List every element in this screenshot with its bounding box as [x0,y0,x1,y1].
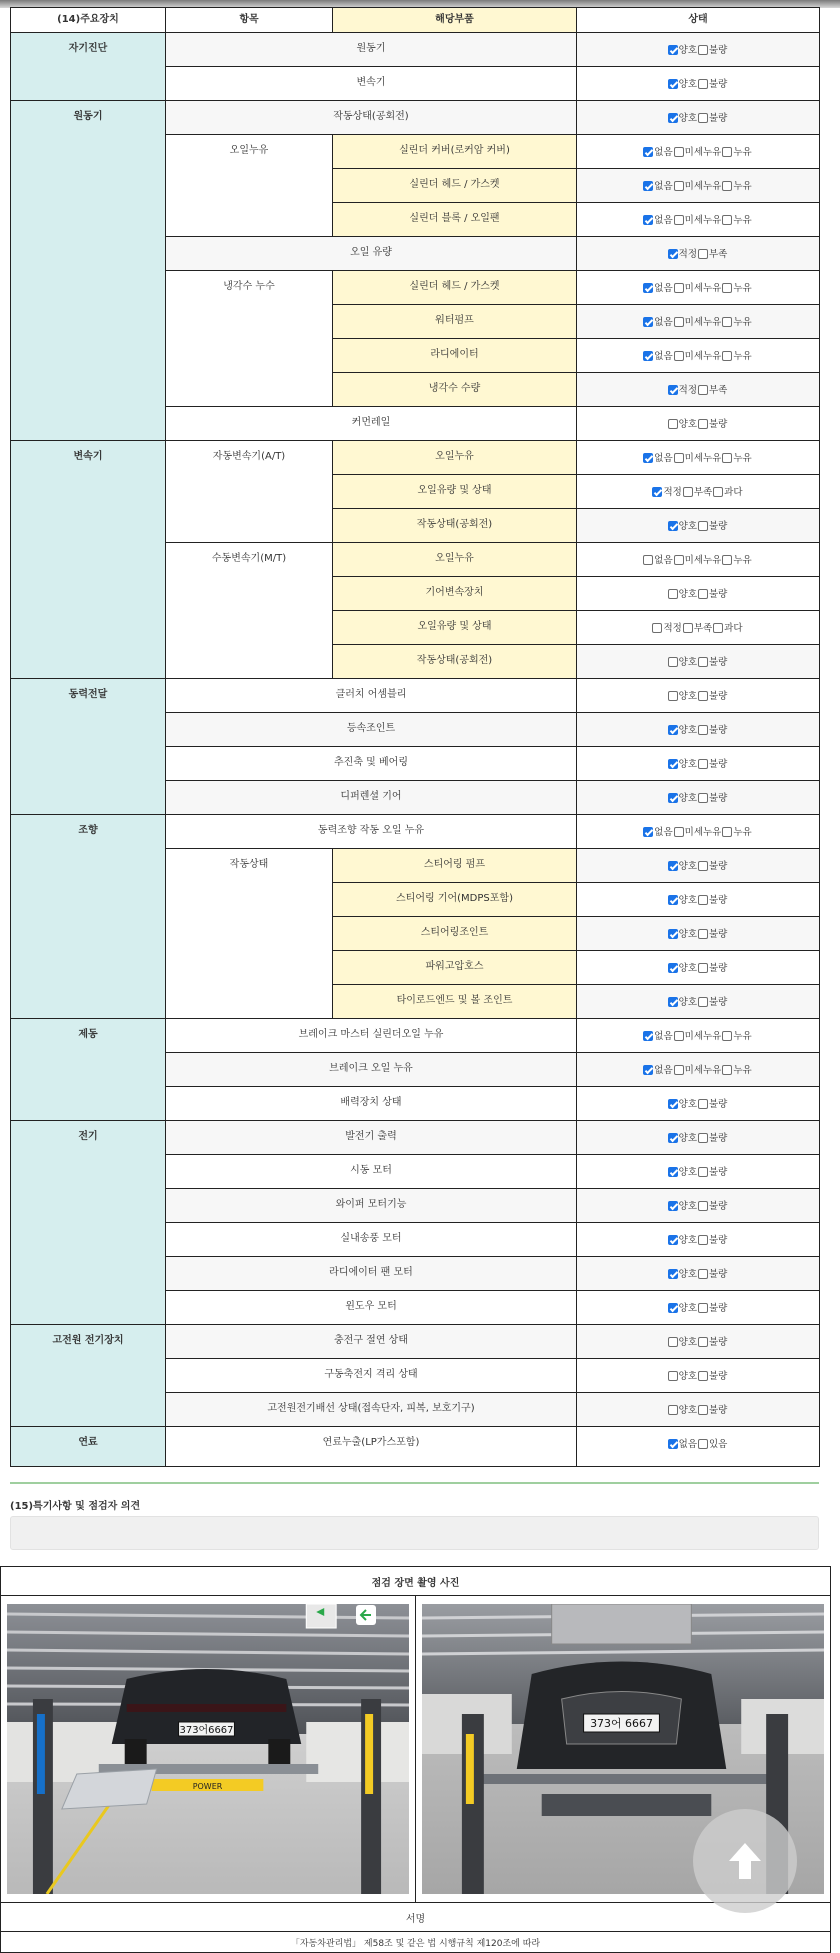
part-label: 오일유량 및 상태 [333,611,577,645]
empty-box-icon[interactable] [722,555,732,565]
header-main-device: (14)주요장치 [11,8,166,33]
empty-box-icon[interactable] [683,623,693,633]
item-label: 발전기 출력 [166,1121,577,1155]
status-cell: 양호 불량 [577,67,820,101]
status-cell: 없음 미세누유 누유 [577,815,820,849]
table-row [11,101,820,135]
status-cell: 양호 불량 [577,951,820,985]
empty-box-icon[interactable] [698,1201,708,1211]
item-label: 클러치 어셈블리 [166,679,577,713]
checked-box-icon[interactable] [643,827,653,837]
checked-box-icon[interactable] [668,1167,678,1177]
empty-box-icon[interactable] [698,1269,708,1279]
checked-box-icon[interactable] [668,1201,678,1211]
item-label: 연료누출(LP가스포함) [166,1427,577,1467]
table-row [11,1121,820,1155]
category-self-diagnosis: 자기진단 [11,33,166,101]
empty-box-icon[interactable] [698,79,708,89]
table-row [11,1019,820,1053]
subgroup-coolant-leak: 냉각수 누수 [166,271,333,407]
checked-box-icon[interactable] [668,113,678,123]
header-item: 항목 [166,8,333,33]
item-label: 윈도우 모터 [166,1291,577,1325]
status-cell: 양호 불량 [577,1393,820,1427]
status-cell: 양호 불량 [577,1291,820,1325]
item-label: 등속조인트 [166,713,577,747]
category-engine: 원동기 [11,101,166,441]
empty-box-icon[interactable] [674,283,684,293]
status-cell: 양호 불량 [577,101,820,135]
checked-box-icon[interactable] [668,895,678,905]
subgroup-mt: 수동변속기(M/T) [166,543,333,679]
empty-box-icon[interactable] [652,623,662,633]
photo-section-title: 점검 장면 촬영 사진 [1,1567,831,1596]
part-label: 냉각수 수량 [333,373,577,407]
header-status: 상태 [577,8,820,33]
item-label: 라디에이터 팬 모터 [166,1257,577,1291]
checked-box-icon[interactable] [668,1269,678,1279]
checked-box-icon[interactable] [643,1065,653,1075]
photo-cell-rear [1,1596,416,1903]
empty-box-icon[interactable] [698,759,708,769]
empty-box-icon[interactable] [722,215,732,225]
arrow-up-icon [721,1837,769,1885]
empty-box-icon[interactable] [674,453,684,463]
table-row [11,1427,820,1467]
status-cell: 양호 불량 [577,33,820,67]
checked-box-icon[interactable] [643,283,653,293]
empty-box-icon[interactable] [722,317,732,327]
empty-box-icon[interactable] [698,1439,708,1449]
empty-box-icon[interactable] [722,827,732,837]
item-label: 작동상태(공회전) [166,101,577,135]
empty-box-icon[interactable] [668,657,678,667]
item-label: 배력장치 상태 [166,1087,577,1121]
item-label: 커먼레일 [166,407,577,441]
front-plate-text: 373어 6667 [590,1716,653,1731]
empty-box-icon[interactable] [674,555,684,565]
status-cell: 적정 부족 [577,237,820,271]
status-cell: 양호 불량 [577,883,820,917]
empty-box-icon[interactable] [698,113,708,123]
checked-box-icon[interactable] [668,997,678,1007]
checked-box-icon[interactable] [668,793,678,803]
category-electric: 전기 [11,1121,166,1325]
empty-box-icon[interactable] [698,1371,708,1381]
empty-box-icon[interactable] [698,521,708,531]
part-label: 타이로드엔드 및 볼 조인트 [333,985,577,1019]
empty-box-icon[interactable] [698,1099,708,1109]
category-power-transmission: 동력전달 [11,679,166,815]
checked-box-icon[interactable] [668,521,678,531]
item-label: 시동 모터 [166,1155,577,1189]
status-cell: 양호 불량 [577,781,820,815]
empty-box-icon[interactable] [674,1065,684,1075]
empty-box-icon[interactable] [698,963,708,973]
status-cell: 없음 미세누유 누유 [577,169,820,203]
rear-plate-text: 373어6667 [179,1724,234,1737]
checked-box-icon[interactable] [668,725,678,735]
empty-box-icon[interactable] [698,1167,708,1177]
empty-box-icon[interactable] [713,623,723,633]
table-row [11,815,820,849]
part-label: 작동상태(공회전) [333,645,577,679]
status-cell: 양호 불량 [577,1359,820,1393]
empty-box-icon[interactable] [722,283,732,293]
checked-box-icon[interactable] [643,215,653,225]
empty-box-icon[interactable] [698,1405,708,1415]
part-label: 작동상태(공회전) [333,509,577,543]
status-cell: 양호 불량 [577,985,820,1019]
checked-box-icon[interactable] [668,1099,678,1109]
empty-box-icon[interactable] [698,45,708,55]
empty-box-icon[interactable] [722,1031,732,1041]
checked-box-icon[interactable] [668,79,678,89]
status-cell: 양호 불량 [577,1325,820,1359]
subgroup-steer-operation: 작동상태 [166,849,333,1019]
item-label: 변속기 [166,67,577,101]
scroll-to-top-button[interactable] [693,1809,797,1913]
status-cell: 없음 미세누유 누유 [577,441,820,475]
checked-box-icon[interactable] [668,1133,678,1143]
empty-box-icon[interactable] [643,555,653,565]
subgroup-at: 자동변속기(A/T) [166,441,333,543]
status-cell: 없음 미세누유 누유 [577,203,820,237]
checked-box-icon[interactable] [668,929,678,939]
status-cell: 없음 미세누유 누유 [577,543,820,577]
part-label: 실린더 헤드 / 가스켓 [333,271,577,305]
status-cell: 양호 불량 [577,747,820,781]
empty-box-icon[interactable] [674,317,684,327]
part-label: 오일유량 및 상태 [333,475,577,509]
empty-box-icon[interactable] [674,181,684,191]
part-label: 워터펌프 [333,305,577,339]
part-label: 실린더 커버(로커암 커버) [333,135,577,169]
empty-box-icon[interactable] [698,1303,708,1313]
status-cell: 없음 미세누유 누유 [577,1019,820,1053]
remarks-field[interactable] [10,1516,819,1550]
category-brake: 제동 [11,1019,166,1121]
rear-photo-graphic [7,1604,409,1894]
empty-box-icon[interactable] [722,147,732,157]
category-fuel: 연료 [11,1427,166,1467]
status-cell: 양호 불량 [577,509,820,543]
part-label: 실린더 블록 / 오일팬 [333,203,577,237]
section-divider [10,1482,819,1484]
empty-box-icon[interactable] [722,453,732,463]
status-cell: 적정 부족 과다 [577,611,820,645]
empty-box-icon[interactable] [698,589,708,599]
status-cell: 없음 미세누유 누유 [577,305,820,339]
checked-box-icon[interactable] [668,963,678,973]
item-label: 동력조향 작동 오일 누유 [166,815,577,849]
empty-box-icon[interactable] [698,1235,708,1245]
status-cell: 양호 불량 [577,1087,820,1121]
status-cell: 양호 불량 [577,1121,820,1155]
empty-box-icon[interactable] [698,691,708,701]
status-cell: 적정 부족 [577,373,820,407]
empty-box-icon[interactable] [674,147,684,157]
empty-box-icon[interactable] [698,249,708,259]
item-label: 원동기 [166,33,577,67]
item-label: 충전구 절연 상태 [166,1325,577,1359]
part-label: 실린더 헤드 / 가스켓 [333,169,577,203]
empty-box-icon[interactable] [713,487,723,497]
item-label: 추진축 및 베어링 [166,747,577,781]
checked-box-icon[interactable] [668,1303,678,1313]
empty-box-icon[interactable] [668,1405,678,1415]
empty-box-icon[interactable] [722,351,732,361]
status-cell: 양호 불량 [577,1189,820,1223]
empty-box-icon[interactable] [674,1031,684,1041]
empty-box-icon[interactable] [698,1133,708,1143]
inspection-table [10,7,820,1467]
status-cell: 없음 미세누유 누유 [577,339,820,373]
item-label: 구동축전지 격리 상태 [166,1359,577,1393]
category-steering: 조향 [11,815,166,1019]
category-high-voltage: 고전원 전기장치 [11,1325,166,1427]
part-label: 스티어링 펌프 [333,849,577,883]
empty-box-icon[interactable] [668,691,678,701]
table-row [11,1325,820,1359]
status-cell: 양호 불량 [577,713,820,747]
status-cell: 적정 부족 과다 [577,475,820,509]
status-cell: 양호 불량 [577,407,820,441]
status-cell: 양호 불량 [577,679,820,713]
law-reference-text: 「자동차관리법」 제58조 및 같은 법 시행규칙 제120조에 따라 [1,1932,831,1953]
status-cell: 없음 미세누유 누유 [577,271,820,305]
item-label: 브레이크 마스터 실린더오일 누유 [166,1019,577,1053]
empty-box-icon[interactable] [668,1337,678,1347]
part-label: 스티어링조인트 [333,917,577,951]
empty-box-icon[interactable] [698,657,708,667]
empty-box-icon[interactable] [698,929,708,939]
status-cell: 양호 불량 [577,849,820,883]
status-cell: 양호 불량 [577,1223,820,1257]
item-label: 와이퍼 모터기능 [166,1189,577,1223]
status-cell: 없음 있음 [577,1427,820,1467]
part-label: 파워고압호스 [333,951,577,985]
checked-box-icon[interactable] [668,759,678,769]
checked-box-icon[interactable] [643,1031,653,1041]
empty-box-icon[interactable] [668,419,678,429]
item-label: 오일 유량 [166,237,577,271]
checked-box-icon[interactable] [643,351,653,361]
table-row [11,679,820,713]
part-label: 라디에이터 [333,339,577,373]
checked-box-icon[interactable] [643,181,653,191]
checked-box-icon[interactable] [652,487,662,497]
item-label: 브레이크 오일 누유 [166,1053,577,1087]
checked-box-icon[interactable] [668,249,678,259]
table-row [11,441,820,475]
checked-box-icon[interactable] [668,45,678,55]
checked-box-icon[interactable] [643,147,653,157]
table-row [11,33,820,67]
status-cell: 없음 미세누유 누유 [577,135,820,169]
section15-title: (15)특기사항 및 점검자 의견 [10,1501,141,1512]
empty-box-icon[interactable] [698,725,708,735]
empty-box-icon[interactable] [722,1065,732,1075]
empty-box-icon[interactable] [668,589,678,599]
empty-box-icon[interactable] [698,385,708,395]
empty-box-icon[interactable] [674,215,684,225]
part-label: 기어변속장치 [333,577,577,611]
empty-box-icon[interactable] [698,997,708,1007]
status-cell: 양호 불량 [577,645,820,679]
checked-box-icon[interactable] [668,861,678,871]
item-label: 고전원전기배선 상태(접속단자, 피복, 보호기구) [166,1393,577,1427]
inspection-photo-rear[interactable] [7,1604,409,1894]
status-cell: 양호 불량 [577,1155,820,1189]
empty-box-icon[interactable] [683,487,693,497]
subgroup-oil-leak: 오일누유 [166,135,333,237]
back-arrow-icon[interactable] [356,1605,376,1625]
signature-label: 서명 [1,1903,831,1932]
empty-box-icon[interactable] [698,793,708,803]
part-label: 오일누유 [333,543,577,577]
header-part: 해당부품 [333,8,577,33]
category-transmission: 변속기 [11,441,166,679]
empty-box-icon[interactable] [698,1337,708,1347]
table-header-row [11,8,820,33]
status-cell: 양호 불량 [577,577,820,611]
empty-box-icon[interactable] [674,827,684,837]
empty-box-icon[interactable] [722,181,732,191]
empty-box-icon[interactable] [668,1371,678,1381]
empty-box-icon[interactable] [698,419,708,429]
empty-box-icon[interactable] [674,351,684,361]
status-cell: 양호 불량 [577,1257,820,1291]
checked-box-icon[interactable] [668,1439,678,1449]
checked-box-icon[interactable] [643,453,653,463]
item-label: 디퍼렌셜 기어 [166,781,577,815]
lift-brand-text: POWER [192,1781,223,1792]
status-cell: 없음 미세누유 누유 [577,1053,820,1087]
checked-box-icon[interactable] [643,317,653,327]
empty-box-icon[interactable] [698,861,708,871]
item-label: 실내송풍 모터 [166,1223,577,1257]
part-label: 오일누유 [333,441,577,475]
status-cell: 양호 불량 [577,917,820,951]
empty-box-icon[interactable] [698,895,708,905]
checked-box-icon[interactable] [668,1235,678,1245]
checked-box-icon[interactable] [668,385,678,395]
part-label: 스티어링 기어(MDPS포함) [333,883,577,917]
